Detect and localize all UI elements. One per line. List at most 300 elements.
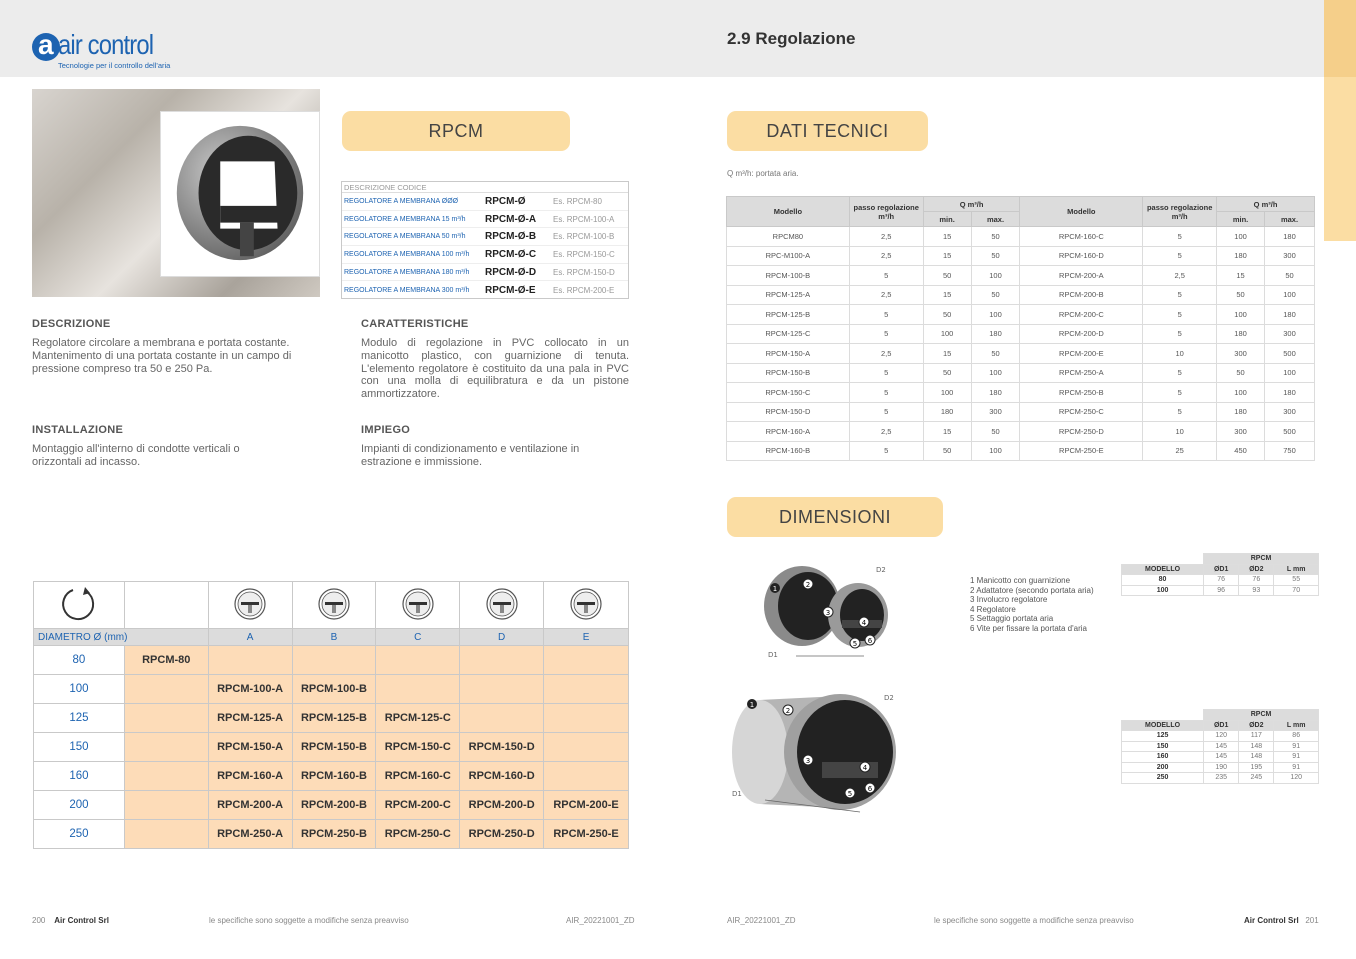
svg-text:D1: D1	[768, 651, 778, 659]
code-value: RPCM-Ø-B	[485, 231, 537, 243]
tech-cell: RPCM-200-D	[1020, 324, 1143, 344]
tech-cell: 15	[923, 227, 971, 247]
installazione-text: Montaggio all'interno di condotte verticali o orizzontali ad incasso.	[32, 443, 240, 468]
tech-cell: 5	[849, 305, 923, 325]
caratteristiche-title: CARATTERISTICHE	[361, 318, 469, 330]
model-cell: RPCM-150-D	[460, 733, 544, 762]
section-title: 2.9 Regolazione	[727, 29, 856, 48]
col-header-b: B	[292, 629, 376, 646]
dim-th-modello: MODELLO	[1122, 720, 1204, 731]
model-cell	[376, 646, 460, 675]
tech-cell: RPCM-200-E	[1020, 344, 1143, 364]
tech-cell: 180	[971, 324, 1020, 344]
tech-cell: 100	[923, 324, 971, 344]
th-modello: Modello	[727, 197, 850, 227]
th-max-2: max.	[1265, 212, 1315, 227]
tech-cell: 5	[1143, 402, 1217, 422]
tech-cell: 5	[849, 441, 923, 461]
tech-cell: 2,5	[849, 422, 923, 442]
descrizione-text: Regolatore circolare a membrana e portata costante. Mantenimento di una portata costante in un campo di pressione compreso tra 50 e 250 Pa.	[32, 337, 292, 375]
th-max: max.	[971, 212, 1020, 227]
svg-text:5: 5	[852, 640, 858, 648]
damper-icon	[401, 587, 435, 621]
tech-cell: 15	[923, 246, 971, 266]
tech-cell: 50	[971, 227, 1020, 247]
tech-cell: RPCM-160-D	[1020, 246, 1143, 266]
model-cell	[544, 646, 629, 675]
svg-text:1: 1	[772, 585, 778, 593]
tech-cell: 100	[1265, 363, 1315, 383]
dimensioni-pill: DIMENSIONI	[727, 497, 943, 537]
tech-cell: RPCM-250-C	[1020, 402, 1143, 422]
dim-row	[1122, 731, 1319, 742]
footer-doc-code-right: AIR_20221001_ZD	[727, 916, 796, 925]
tech-cell: 5	[1143, 227, 1217, 247]
model-cell: RPCM-160-D	[460, 762, 544, 791]
dimension-drawing-large	[730, 688, 905, 818]
tech-cell: 180	[1265, 383, 1315, 403]
tech-row	[727, 305, 1315, 325]
dim-th-d2: ØD2	[1239, 564, 1274, 575]
dim-row	[1122, 773, 1319, 784]
model-cell: RPCM-160-C	[376, 762, 460, 791]
model-cell: RPCM-200-C	[376, 791, 460, 820]
tech-cell: 100	[923, 383, 971, 403]
tech-cell: RPCM-125-A	[727, 285, 850, 305]
selection-row	[34, 733, 629, 762]
diameter-cell: 125	[34, 704, 125, 733]
header-bar	[0, 0, 1356, 77]
tech-cell: RPCM-160-A	[727, 422, 850, 442]
dim-cell: 91	[1274, 752, 1319, 763]
dimension-drawing-small	[760, 560, 900, 665]
tech-row	[727, 422, 1315, 442]
impiego-text: Impianti di condizionamento e ventilazione in estrazione e immissione.	[361, 443, 580, 468]
dim-cell: 70	[1274, 585, 1319, 596]
tech-cell: 180	[1217, 324, 1265, 344]
code-example: Es. RPCM-100-B	[553, 232, 615, 242]
code-description-box	[341, 181, 629, 299]
code-example: Es. RPCM-200-E	[553, 285, 615, 295]
tech-cell: 450	[1217, 441, 1265, 461]
th-min-2: min.	[1217, 212, 1265, 227]
tech-cell: RPCM-200-A	[1020, 266, 1143, 286]
dim-cell: 96	[1204, 585, 1239, 596]
svg-text:6: 6	[867, 785, 873, 793]
th-min: min.	[923, 212, 971, 227]
model-cell: RPCM-200-B	[292, 791, 376, 820]
tech-cell: RPCM-150-C	[727, 383, 850, 403]
dim-row	[1122, 741, 1319, 752]
th-passo: passo regolazione m³/h	[849, 197, 923, 227]
code-desc: REGOLATORE A MEMBRANA ØØØ	[344, 197, 459, 205]
company-name: Air Control Srl	[54, 916, 109, 925]
brand-name: air control	[58, 29, 154, 60]
dimension-table-1	[1121, 553, 1319, 596]
tech-cell: 50	[1217, 363, 1265, 383]
dimension-table-2	[1121, 709, 1319, 784]
descrizione-title: DESCRIZIONE	[32, 318, 111, 330]
th-modello-2: Modello	[1020, 197, 1143, 227]
tech-row	[727, 441, 1315, 461]
tech-cell: 100	[1217, 227, 1265, 247]
model-cell: RPCM-200-A	[208, 791, 292, 820]
tech-cell: 500	[1265, 344, 1315, 364]
tech-cell: RPCM-250-E	[1020, 441, 1143, 461]
tech-cell: 300	[1265, 324, 1315, 344]
col-header-c: C	[376, 629, 460, 646]
tech-cell: 5	[1143, 246, 1217, 266]
svg-text:3: 3	[825, 609, 831, 617]
svg-text:1: 1	[749, 701, 755, 709]
selection-row	[34, 762, 629, 791]
th-passo-2: passo regolazione m³/h	[1143, 197, 1217, 227]
model-cell: RPCM-100-B	[292, 675, 376, 704]
dim-group-header: RPCM	[1204, 710, 1319, 721]
code-box-header: DESCRIZIONE CODICE	[342, 182, 628, 193]
tech-cell: RPCM-150-B	[727, 363, 850, 383]
installazione-title: INSTALLAZIONE	[32, 424, 124, 436]
diameter-cell: 150	[34, 733, 125, 762]
code-example: Es. RPCM-150-D	[553, 267, 615, 277]
tech-cell: RPCM-250-B	[1020, 383, 1143, 403]
code-value: RPCM-Ø-A	[485, 213, 537, 225]
model-cell	[124, 820, 208, 849]
dim-row	[1122, 752, 1319, 763]
model-cell: RPCM-250-A	[208, 820, 292, 849]
diameter-label: DIAMETRO Ø (mm)	[34, 629, 209, 646]
svg-text:2: 2	[805, 581, 811, 589]
tech-cell: 15	[1217, 266, 1265, 286]
selection-row	[34, 791, 629, 820]
dim-cell: 145	[1204, 752, 1239, 763]
dim-row	[1122, 762, 1319, 773]
tech-cell: RPCM-250-D	[1020, 422, 1143, 442]
legend-item: 1 Manicotto con guarnizione	[970, 576, 1071, 585]
dim-th-l: L mm	[1274, 720, 1319, 731]
code-example: Es. RPCM-150-C	[553, 249, 615, 259]
selection-row	[34, 704, 629, 733]
code-desc: REGOLATORE A MEMBRANA 15 m³/h	[344, 215, 466, 223]
tech-cell: 5	[1143, 305, 1217, 325]
dim-cell: 100	[1122, 585, 1204, 596]
selection-row	[34, 675, 629, 704]
tech-cell: 2,5	[849, 285, 923, 305]
svg-text:D1: D1	[732, 790, 742, 798]
tech-cell: 100	[1217, 305, 1265, 325]
model-cell	[544, 675, 629, 704]
model-cell	[124, 675, 208, 704]
tech-cell: 100	[971, 266, 1020, 286]
dim-cell: 150	[1122, 741, 1204, 752]
tech-cell: 50	[971, 422, 1020, 442]
tech-cell: RPCM-100-B	[727, 266, 850, 286]
tech-cell: 5	[1143, 383, 1217, 403]
dim-cell: 76	[1239, 575, 1274, 586]
tech-cell: 100	[1265, 285, 1315, 305]
model-cell	[292, 646, 376, 675]
rotation-arrow-icon	[59, 584, 99, 624]
product-photo	[32, 89, 320, 297]
tech-cell: 180	[1265, 305, 1315, 325]
svg-text:D2: D2	[876, 566, 886, 574]
model-cell: RPCM-150-B	[292, 733, 376, 762]
page-number-right: 201	[1305, 916, 1319, 925]
footer-left	[32, 916, 109, 925]
dim-cell: 148	[1239, 741, 1274, 752]
dim-row	[1122, 575, 1319, 586]
code-desc: REGOLATORE A MEMBRANA 180 m³/h	[344, 268, 470, 276]
code-value: RPCM-Ø-C	[485, 248, 537, 260]
side-accent-top	[1324, 0, 1356, 77]
tech-cell: 180	[1217, 246, 1265, 266]
model-cell: RPCM-150-C	[376, 733, 460, 762]
page-number-left: 200	[32, 916, 46, 925]
tech-cell: RPCM-125-B	[727, 305, 850, 325]
tech-cell: RPCM-200-C	[1020, 305, 1143, 325]
code-row	[342, 246, 628, 264]
tech-cell: 300	[1217, 422, 1265, 442]
selection-row	[34, 646, 629, 675]
selection-row	[34, 820, 629, 849]
svg-text:4: 4	[861, 619, 867, 627]
tech-cell: 100	[971, 305, 1020, 325]
tech-cell: 50	[923, 266, 971, 286]
tech-row	[727, 383, 1315, 403]
dim-cell: 86	[1274, 731, 1319, 742]
impiego-title: IMPIEGO	[361, 424, 411, 436]
dim-cell: 148	[1239, 752, 1274, 763]
code-desc: REGOLATORE A MEMBRANA 300 m³/h	[344, 286, 470, 294]
model-cell	[460, 704, 544, 733]
tech-cell: 100	[971, 441, 1020, 461]
code-row	[342, 281, 628, 299]
model-cell	[376, 675, 460, 704]
footer-doc-code-left: AIR_20221001_ZD	[566, 916, 635, 925]
tech-row	[727, 402, 1315, 422]
tech-cell: RPCM-200-B	[1020, 285, 1143, 305]
dim-cell: 125	[1122, 731, 1204, 742]
tech-cell: 50	[923, 305, 971, 325]
tech-cell: 5	[1143, 285, 1217, 305]
model-cell: RPCM-200-D	[460, 791, 544, 820]
code-value: RPCM-Ø-E	[485, 284, 536, 296]
code-desc: REGOLATORE A MEMBRANA 100 m³/h	[344, 250, 470, 258]
dim-cell: 93	[1239, 585, 1274, 596]
footer-right	[1244, 916, 1319, 925]
dim-group-header: RPCM	[1204, 554, 1319, 565]
dim-cell: 160	[1122, 752, 1204, 763]
damper-icon	[569, 587, 603, 621]
tech-cell: 50	[1217, 285, 1265, 305]
dim-th-d1: ØD1	[1204, 720, 1239, 731]
tech-cell: 300	[971, 402, 1020, 422]
col-header-a: A	[208, 629, 292, 646]
diameter-cell: 100	[34, 675, 125, 704]
tech-cell: 5	[849, 383, 923, 403]
svg-text:3: 3	[805, 757, 811, 765]
th-q: Q m³/h	[923, 197, 1020, 212]
legend-item: 2 Adattatore (secondo portata aria)	[970, 585, 1094, 595]
tech-cell: 100	[971, 363, 1020, 383]
col-header-e: E	[544, 629, 629, 646]
model-cell: RPCM-200-E	[544, 791, 629, 820]
footer-notice-left: le specifiche sono soggette a modifiche senza preavviso	[209, 916, 409, 925]
damper-icon	[485, 587, 519, 621]
dim-cell: 195	[1239, 762, 1274, 773]
tech-cell: 5	[849, 266, 923, 286]
dim-row	[1122, 585, 1319, 596]
model-cell	[124, 733, 208, 762]
tech-cell: 180	[923, 402, 971, 422]
model-cell: RPCM-150-A	[208, 733, 292, 762]
tech-row	[727, 246, 1315, 266]
svg-text:4: 4	[862, 764, 868, 772]
legend-item: 5 Settaggio portata aria	[970, 614, 1054, 624]
damper-icon	[233, 587, 267, 621]
tech-cell: 5	[1143, 363, 1217, 383]
code-row	[342, 264, 628, 282]
dim-cell: 145	[1204, 741, 1239, 752]
model-cell: RPCM-125-C	[376, 704, 460, 733]
svg-text:D2: D2	[884, 694, 894, 702]
tech-cell: RPCM-125-C	[727, 324, 850, 344]
dim-cell: 245	[1239, 773, 1274, 784]
tech-cell: RPCM-160-B	[727, 441, 850, 461]
dim-th-l: L mm	[1274, 564, 1319, 575]
dim-cell: 250	[1122, 773, 1204, 784]
tech-cell: 300	[1265, 402, 1315, 422]
tech-cell: 15	[923, 285, 971, 305]
dim-cell: 91	[1274, 741, 1319, 752]
tech-row	[727, 285, 1315, 305]
tech-row	[727, 344, 1315, 364]
code-row	[342, 211, 628, 229]
company-name: Air Control Srl	[1244, 916, 1299, 925]
model-cell	[124, 762, 208, 791]
code-example: Es. RPCM-100-A	[553, 214, 615, 224]
tech-cell: 5	[849, 363, 923, 383]
tech-cell: RPCM-150-D	[727, 402, 850, 422]
diameter-cell: 200	[34, 791, 125, 820]
tech-cell: 50	[971, 344, 1020, 364]
footer-notice-right: le specifiche sono soggette a modifiche senza preavviso	[934, 916, 1134, 925]
model-cell	[544, 733, 629, 762]
code-desc: REGOLATORE A MEMBRANA 50 m³/h	[344, 233, 466, 241]
tech-cell: 2,5	[849, 227, 923, 247]
model-cell	[124, 791, 208, 820]
tech-cell: 180	[971, 383, 1020, 403]
legend-item: 4 Regolatore	[970, 604, 1016, 614]
tech-cell: 50	[1265, 266, 1315, 286]
dim-cell: 55	[1274, 575, 1319, 586]
model-cell	[460, 646, 544, 675]
damper-icon	[317, 587, 351, 621]
tech-row	[727, 363, 1315, 383]
code-value: RPCM-Ø-D	[485, 266, 537, 278]
svg-text:2: 2	[785, 707, 791, 715]
diameter-cell: 80	[34, 646, 125, 675]
product-damper-icon	[161, 112, 319, 276]
legend-item: 3 Involucro regolatore	[970, 595, 1048, 605]
model-cell	[460, 675, 544, 704]
model-cell: RPCM-250-C	[376, 820, 460, 849]
tech-cell: 50	[971, 246, 1020, 266]
tech-cell: 10	[1143, 344, 1217, 364]
tech-cell: 300	[1217, 344, 1265, 364]
tech-row	[727, 227, 1315, 247]
legend-item: 6 Vite per fissare la portata d'aria	[970, 623, 1087, 633]
tech-cell: 5	[849, 402, 923, 422]
dim-cell: 190	[1204, 762, 1239, 773]
code-row	[342, 228, 628, 246]
tech-cell: 500	[1265, 422, 1315, 442]
dim-cell: 80	[1122, 575, 1204, 586]
tech-cell: 2,5	[1143, 266, 1217, 286]
code-example: Es. RPCM-80	[553, 196, 602, 206]
tech-cell: 100	[1217, 383, 1265, 403]
product-pill: RPCM	[342, 111, 570, 151]
dim-cell: 200	[1122, 762, 1204, 773]
flow-note: Q m³/h: portata aria.	[727, 169, 799, 178]
model-cell	[544, 704, 629, 733]
model-cell: RPCM-250-B	[292, 820, 376, 849]
model-cell: RPCM-80	[124, 646, 208, 675]
dim-th-d1: ØD1	[1204, 564, 1239, 575]
dim-cell: 120	[1204, 731, 1239, 742]
dim-cell: 76	[1204, 575, 1239, 586]
svg-text:6: 6	[867, 637, 873, 645]
tech-row	[727, 266, 1315, 286]
model-cell	[208, 646, 292, 675]
model-cell: RPCM-250-E	[544, 820, 629, 849]
tech-cell: 5	[849, 324, 923, 344]
tech-row	[727, 324, 1315, 344]
dim-cell: 120	[1274, 773, 1319, 784]
dim-cell: 117	[1239, 731, 1274, 742]
tech-cell: 15	[923, 422, 971, 442]
dati-tecnici-pill: DATI TECNICI	[727, 111, 928, 151]
col-header-d: D	[460, 629, 544, 646]
code-value: RPCM-Ø	[485, 195, 526, 207]
tech-cell: RPCM-250-A	[1020, 363, 1143, 383]
tech-cell: RPCM-160-C	[1020, 227, 1143, 247]
tech-cell: 180	[1217, 402, 1265, 422]
model-cell	[124, 704, 208, 733]
code-row	[342, 193, 628, 211]
tech-cell: 5	[1143, 324, 1217, 344]
model-cell: RPCM-160-B	[292, 762, 376, 791]
selection-table	[33, 581, 629, 849]
tech-cell: 10	[1143, 422, 1217, 442]
technical-data-table	[726, 196, 1315, 461]
tech-cell: 2,5	[849, 344, 923, 364]
dim-th-modello: MODELLO	[1122, 564, 1204, 575]
caratteristiche-text: Modulo di regolazione in PVC collocato in un manicotto plastico, con guarnizione di tenuta. L'elemento regolatore è costituito da una pala in PVC con una molla di equilibratura e da un pistone ammortizzatore.	[361, 337, 629, 401]
model-cell: RPCM-100-A	[208, 675, 292, 704]
dim-cell: 91	[1274, 762, 1319, 773]
tech-cell: RPCM-150-A	[727, 344, 850, 364]
th-q-2: Q m³/h	[1217, 197, 1315, 212]
brand-tagline: Tecnologie per il controllo dell'aria	[58, 61, 171, 70]
tech-cell: 15	[923, 344, 971, 364]
diameter-cell: 250	[34, 820, 125, 849]
tech-cell: 750	[1265, 441, 1315, 461]
tech-cell: 180	[1265, 227, 1315, 247]
dim-cell: 235	[1204, 773, 1239, 784]
diameter-cell: 160	[34, 762, 125, 791]
model-cell: RPCM-125-B	[292, 704, 376, 733]
